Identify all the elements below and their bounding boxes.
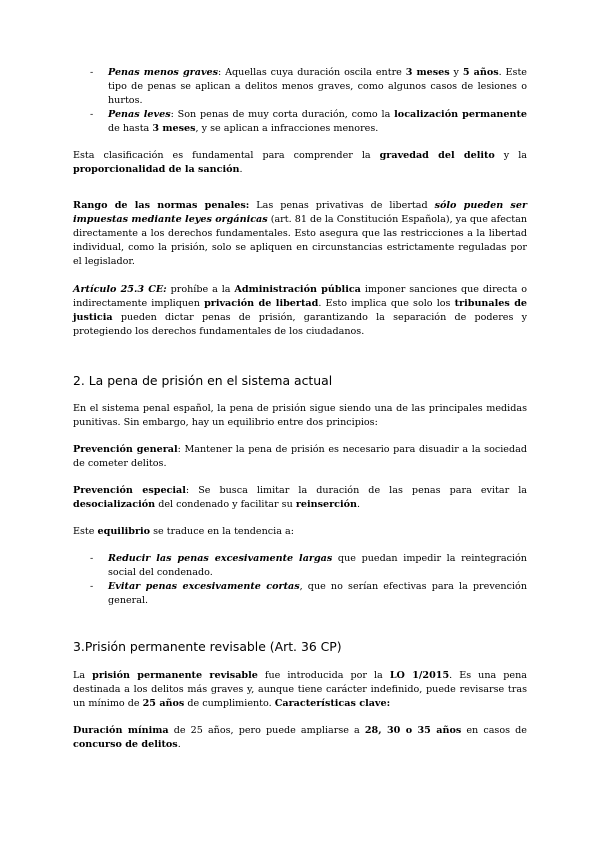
text: La <box>73 670 93 681</box>
paragraph-prevencion-general <box>73 443 527 471</box>
term: Penas menos graves <box>108 67 219 78</box>
paragraph-equilibrio <box>73 525 527 539</box>
text: de 25 años, pero puede ampliarse a <box>168 725 365 736</box>
list-dash: - <box>90 553 94 564</box>
tendency-list <box>73 552 527 608</box>
term: gravedad del delito <box>379 150 495 161</box>
term: Rango de las normas penales: <box>73 200 250 211</box>
text: pueden dictar penas de prisión, garantizando la separación de poderes y protegiendo los derechos fundamentales de los ciudadanos. <box>73 312 527 337</box>
term: 5 años <box>462 67 499 78</box>
term: desocialización <box>73 499 156 510</box>
term: Características clave: <box>274 698 391 709</box>
text: prohíbe a la <box>166 284 235 295</box>
list-item <box>73 552 527 580</box>
term: equilibrio <box>97 526 151 537</box>
text: . <box>239 164 243 175</box>
term: Administración pública <box>234 284 361 295</box>
term: Penas leves <box>108 109 171 120</box>
term: 3 meses <box>405 67 450 78</box>
text: Las penas privativas de libertad <box>249 200 435 211</box>
list-dash: - <box>90 109 94 120</box>
term: reinserción <box>295 499 358 510</box>
text: . <box>177 739 181 750</box>
term: localización permanente <box>394 109 528 120</box>
term: Duración mínima <box>73 725 169 736</box>
term: Prevención especial <box>73 485 186 496</box>
document-body <box>73 66 527 752</box>
text: del condenado y facilitar su <box>155 499 296 510</box>
term: LO 1/2015 <box>389 670 450 681</box>
text: : Son penas de muy corta duración, como la <box>170 109 395 120</box>
list-item <box>73 108 527 136</box>
term: 28, 30 o 35 años <box>364 725 462 736</box>
term: privación de libertad <box>204 298 319 309</box>
penalty-list <box>73 66 527 136</box>
text: (art. 81 de la Constitución Española), ya que afectan directamente a los derechos fundamentales. Esto asegura que las restricciones a la libertad individual, como la prisión, solo se apliquen en circunstancias estrictamente reguladas por el legislador. <box>73 214 527 267</box>
text: . Es una pena destinada a los delitos más graves y, aunque tiene carácter indefinido, puede revisarse tras un mínimo de <box>73 670 527 709</box>
paragraph-rango <box>73 199 527 269</box>
text: Esta clasificación es fundamental para comprender la <box>73 150 380 161</box>
text: se traduce en la tendencia a: <box>150 526 294 537</box>
paragraph-duracion <box>73 724 527 752</box>
text: : Mantener la pena de prisión es necesario para disuadir a la sociedad de cometer delitos. <box>73 444 527 469</box>
list-item <box>73 66 527 108</box>
text: de cumplimiento. <box>184 698 275 709</box>
text: , y se aplican a infracciones menores. <box>195 123 379 134</box>
text: y <box>449 67 463 78</box>
section-heading-2: 2. La pena de prisión en el sistema actual <box>73 373 333 388</box>
term: proporcionalidad de la sanción <box>73 164 240 175</box>
term: concurso de delitos <box>73 739 178 750</box>
text: Este <box>73 526 98 537</box>
term: 25 años <box>142 698 185 709</box>
list-dash: - <box>90 67 94 78</box>
term: prisión permanente revisable <box>92 670 258 681</box>
paragraph-prision-permanente <box>73 669 527 711</box>
term: sólo pueden ser impuestas mediante leyes orgánicas <box>73 200 527 225</box>
paragraph-prevencion-especial <box>73 484 527 512</box>
term: Artículo 25.3 CE: <box>73 284 167 295</box>
text: y la <box>494 150 528 161</box>
text: . Este tipo de penas se aplican a delitos menos graves, como algunos casos de lesiones o hurtos. <box>108 67 527 106</box>
list-dash: - <box>90 581 94 592</box>
list-item <box>73 580 527 608</box>
paragraph-sistema: En el sistema penal español, la pena de prisión sigue siendo una de las principales medidas punitivas. Sin embargo, hay un equilibrio entre dos principios: <box>73 403 527 428</box>
section-heading-3: 3.Prisión permanente revisable (Art. 36 CP) <box>73 639 342 654</box>
text: de hasta <box>108 123 153 134</box>
text: . <box>357 499 361 510</box>
term: Reducir las penas excesivamente largas <box>108 553 333 564</box>
text: , que no serían efectivas para la prevención general. <box>108 581 527 606</box>
paragraph-clasificacion <box>73 149 527 177</box>
term: Prevención general <box>73 444 178 455</box>
text: imponer sanciones que directa o indirectamente impliquen <box>73 284 527 309</box>
term: Evitar penas excesivamente cortas <box>108 581 300 592</box>
paragraph-articulo <box>73 283 527 339</box>
text: . Esto implica que solo los <box>318 298 455 309</box>
text: que puedan impedir la reintegración social del condenado. <box>108 553 527 578</box>
text: : Aquellas cuya duración oscila entre <box>218 67 406 78</box>
text: en casos de <box>461 725 527 736</box>
term: 3 meses <box>152 123 196 134</box>
text: : Se busca limitar la duración de las penas para evitar la <box>185 485 528 496</box>
term: tribunales de justicia <box>73 298 528 323</box>
text: fue introducida por la <box>257 670 390 681</box>
